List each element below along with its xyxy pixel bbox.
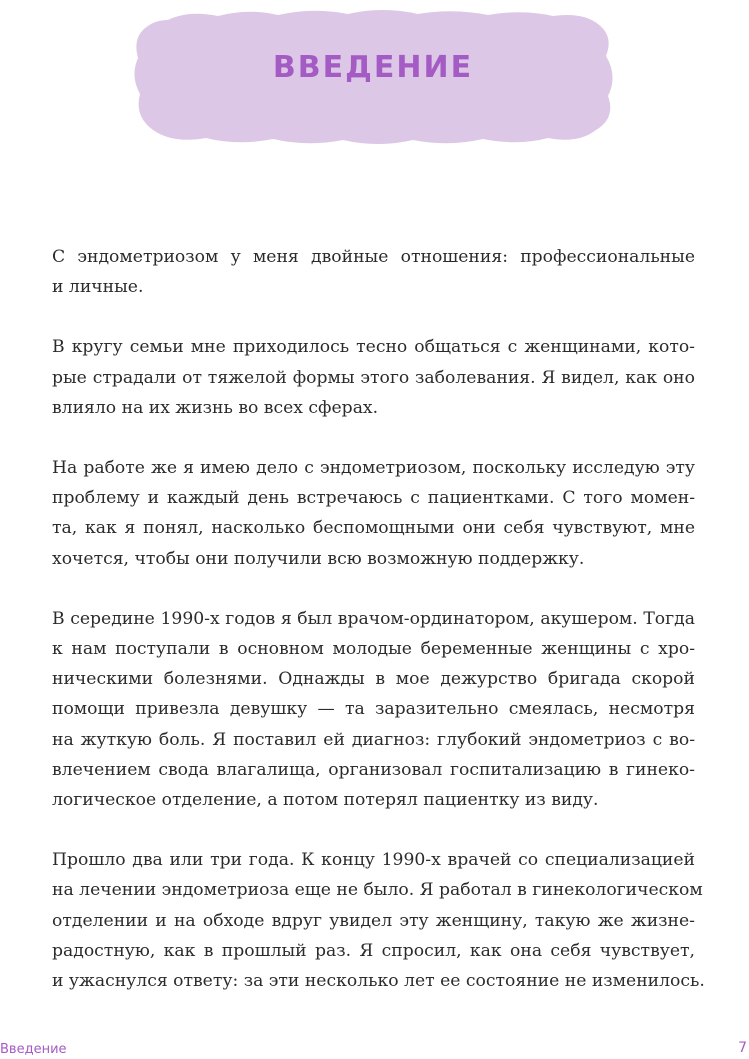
text-line: отделении и на обходе вдруг увидел эту женщину, такую же жизне- (52, 910, 695, 931)
text-line: В кругу семьи мне приходилось тесно общаться с женщинами, кото- (52, 337, 695, 358)
text-line: влияло на их жизнь во всех сферах. (52, 397, 379, 418)
text-line: та, как я понял, насколько беспомощными они себя чувствуют, мне (52, 518, 695, 539)
text-line: С эндометриозом у меня двойные отношения: профессиональные (52, 247, 695, 267)
paragraph (52, 242, 695, 302)
paragraph (52, 332, 695, 423)
text-line: Прошло два или три года. К концу 1990-х врачей со специализацией (52, 850, 695, 871)
text-line: к нам поступали в основном молодые беременные женщины с хро- (52, 639, 695, 660)
paragraph (52, 453, 695, 574)
text-line: помощи привезла девушку — та заразительно смеялась, несмотря (52, 699, 695, 720)
text-line: На работе же я имею дело с эндометриозом, поскольку исследую эту (52, 458, 695, 479)
chapter-banner (128, 6, 618, 148)
paragraph (52, 845, 705, 996)
text-line: влечением свода влагалища, организовал госпитализацию в гинеко- (52, 759, 695, 780)
text-line: на жуткую боль. Я поставил ей диагноз: глубокий эндометриоз с во- (52, 729, 695, 750)
chapter-title: ВВЕДЕНИЕ (272, 50, 474, 85)
text-line: В середине 1990-х годов я был врачом-ординатором, акушером. Тогда (52, 608, 695, 629)
text-line: хочется, чтобы они получили всю возможную поддержку. (52, 548, 585, 569)
paragraph (52, 604, 695, 815)
text-line: радостную, как в прошлый раз. Я спросил, как она себя чувствует, (52, 940, 695, 961)
page-number: 7 (738, 1040, 747, 1056)
text-line: и личные. (52, 277, 144, 298)
text-line: логическое отделение, а потом потерял пациентку из виду. (52, 790, 599, 811)
text-line: проблему и каждый день встречаюсь с пациентками. С того момен- (52, 488, 695, 509)
body-text (52, 242, 705, 1026)
text-line: рые страдали от тяжелой формы этого заболевания. Я видел, как оно (52, 367, 695, 388)
text-line: и ужаснулся ответу: за эти несколько лет ее состояние не изменилось. (52, 971, 705, 992)
text-line: ническими болезнями. Однажды в мое дежурство бригада скорой (52, 669, 695, 690)
running-footer-section: Введение (0, 1042, 67, 1057)
text-line: на лечении эндометриоза еще не было. Я работал в гинекологическом (52, 880, 703, 901)
